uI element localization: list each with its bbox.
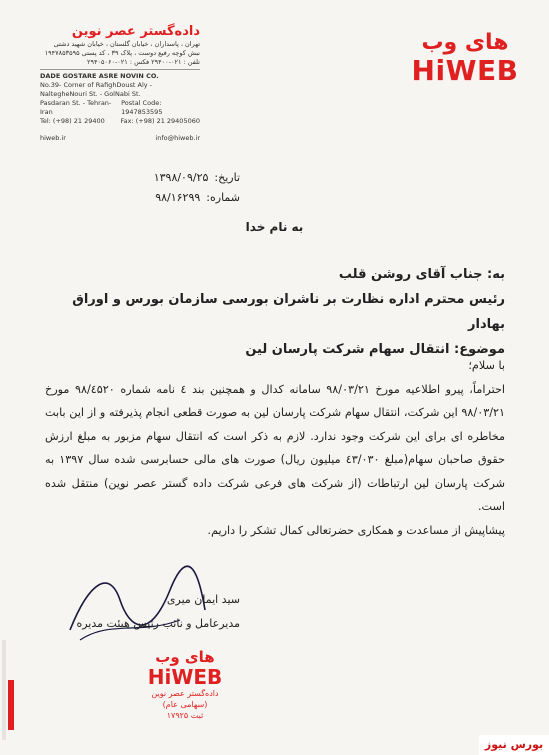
addressee-block <box>45 262 505 362</box>
stamp-sub: (سهامی عام) <box>162 700 208 709</box>
signatory-name: سید ایمان میری <box>166 593 240 606</box>
stamp-logo-en: HiWEB <box>147 665 223 689</box>
number-value: ۹۸/۱۶۲۹۹ <box>155 191 201 204</box>
source-badge: بورس نیوز <box>479 735 549 755</box>
date-label: تاریخ: <box>214 171 240 184</box>
letterhead <box>0 10 549 142</box>
letter-body <box>45 354 505 542</box>
fax-en: Fax: (+98) 21 29405060 <box>120 117 200 125</box>
signature-block <box>70 588 240 636</box>
hiweb-logo <box>405 30 525 86</box>
postal-code-en: Postal Code: 1947853595 <box>121 99 163 116</box>
addressee-title: رئیس محترم اداره نظارت بر ناشران بورسی سازمان بورس و اوراق بهادار <box>72 292 505 332</box>
logo-text-en: HiWEB <box>411 54 519 87</box>
letter-subject: موضوع: انتقال سهام شرکت پارسان لین <box>245 342 505 357</box>
logo-text-fa: های وب <box>421 30 509 55</box>
address-fa-line-1: تهران ، پاسداران ، خیابان گلستان ، خیابان شهید دشتی <box>53 40 200 48</box>
address-fa-line-2: نبش کوچه رفیع دوست ، پلاک ۳۹ ، کد پستی ۱۹۴۷۸۵۳۵۹۵ <box>44 49 200 57</box>
tel-en: Tel: (+98) 21 29400 <box>40 117 105 125</box>
company-name-fa: داده‌گستر عصر نوین <box>71 24 200 39</box>
bismillah-heading: به نام خدا <box>245 220 304 234</box>
closing-line: پیشاپیش از مساعدت و همکاری حضرتعالی کمال تشکر را داریم. <box>207 523 505 537</box>
stamp-logo-fa: های وب <box>155 648 215 666</box>
email-link[interactable]: info@hiweb.ir <box>155 134 200 142</box>
edge-decoration <box>0 640 16 740</box>
website-link[interactable]: hiweb.ir <box>40 134 66 142</box>
company-stamp <box>135 648 235 721</box>
addressee-recipient: به: جناب آقای روشن قلب <box>338 267 505 282</box>
number-label: شماره: <box>206 191 240 204</box>
body-paragraph: احتراماً، پیرو اطلاعیه مورخ ۹۸/۰۳/۲۱ سامانه کدال و همچنین بند ٤ نامه شماره ۹۸/٤۵۲۰ مورخ ۹۸/۰۳/۲۱ این شرکت، انتقال سهام شرکت پارسان لین به صورت قطعی انجام پذیرفته و از این بابت مخاطره ای برای این شرکت وجود ندارد. لازم به ذکر است که انتقال سهام مزبور به مبلغ ارزش حقوق صاحبان سهام(مبلغ ٤۳/۰۳۰ میلیون ریال) صورت های مالی حسابرسی شده سال ۱۳۹۷ به شرکت پارسان لین ارتباطات (از شرکت های فرعی شرکت داده گستر عصر نوین) منتقل شده است. <box>45 382 505 513</box>
company-info <box>40 24 200 143</box>
greeting: با سلام؛ <box>468 359 505 372</box>
stamp-company-fa: داده‌گستر عصر نوین <box>151 689 219 698</box>
stamp-registration: ثبت ۱۷۹۲۵ <box>166 711 204 720</box>
address-en-line-2: Pasdaran St. - Tehran- Iran <box>40 99 112 116</box>
signatory-title: مدیرعامل و نائب رئیس هیئت مدیره <box>76 617 240 630</box>
address-en-line-1: No.39- Corner of RafighDoust Aly - NaltegheNouri St. - GolNabi St. <box>40 81 153 98</box>
phone-fa: تلفن : ۰۲۱-۲۹۴۰۰ فکس : ۰۲۱-۲۹۴۰۵۰۶۰ <box>87 58 200 66</box>
letter-meta <box>40 168 240 208</box>
date-value: ۱۳۹۸/۰۹/۲۵ <box>153 171 209 184</box>
company-name-en: DADE GOSTARE ASRE NOVIN CO. <box>40 69 200 81</box>
